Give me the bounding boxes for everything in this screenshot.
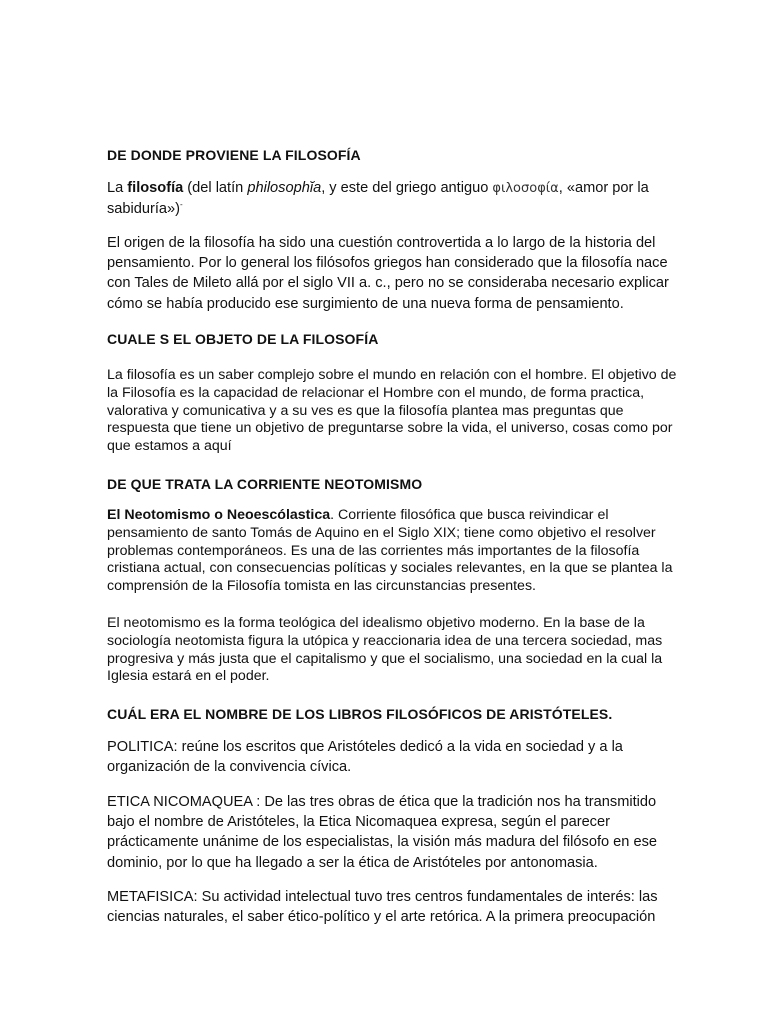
term-filosofia: filosofía (127, 180, 184, 196)
paragraph-metafisica: METAFISICA: Su actividad intelectual tuvo tres centros fundamentales de interés: las ciencias naturales, el saber ético-político y el arte retórica. A la primera preocupación (107, 889, 658, 926)
paragraph-neotomismo-2: El neotomismo es la forma teológica del idealismo objetivo moderno. En la base de la sociología neotomista figura la utópica y reaccionaria idea de una tercera sociedad, mas progresiva y más justa que el capitalismo y que el socialismo, una sociedad en la cual la Iglesia estará en el poder. (107, 615, 663, 685)
paragraph-definicion: La filosofía (del latín philosophĭa, y este del griego antiguo φιλοσοφία, «amor por la sabiduría»)- (107, 180, 649, 218)
heading-aristoteles: CUÁL ERA EL NOMBRE DE LOS LIBROS FILOSÓFICOS DE ARISTÓTELES. (107, 706, 613, 722)
heading-neotomismo: DE QUE TRATA LA CORRIENTE NEOTOMISMO (107, 476, 423, 492)
latin-term: philosophĭa (247, 180, 322, 196)
heading-objeto: CUALE S EL OBJETO DE LA FILOSOFÍA (107, 331, 379, 347)
heading-origen: DE DONDE PROVIENE LA FILOSOFÍA (107, 147, 361, 163)
term-neotomismo: El Neotomismo o Neoescólastica (107, 507, 331, 523)
paragraph-politica: POLITICA: reúne los escritos que Aristóteles dedicó a la vida en sociedad y a la organización de la convivencia cívica. (107, 739, 623, 776)
greek-term: φιλοσοφία (492, 181, 559, 196)
paragraph-etica: ETICA NICOMAQUEA : De las tres obras de ética que la tradición nos ha transmitido bajo el nombre de Aristóteles, la Etica Nicomaquea expresa, según el parecer prácticamente unánime de los especialistas, la visión más madura del filósofo en ese dominio, por lo que ha llegado a ser la ética de Aristóteles por antonomasia. (107, 794, 657, 871)
paragraph-neotomismo-1: El Neotomismo o Neoescólastica. Corriente filosófica que busca reivindicar el pensamiento de santo Tomás de Aquino en el Siglo XIX; tiene como objetivo el resolver problemas contemporáneos. Es una de las corrientes más importantes de la filosofía cristiana actual, con consecuencias políticas y sociales relevantes, en la que se plantea la comprensión de la Filosofía tomista en las circunstancias presentes. (107, 507, 673, 595)
paragraph-objeto: La filosofía es un saber complejo sobre el mundo en relación con el hombre. El objetivo de la Filosofía es la capacidad de relacionar el Hombre con el mundo, de forma practica, valorativa y comunicativa y a su ves es que la filosofía plantea mas preguntas que respuesta que tiene un objetivo de preguntarse sobre la vida, el universo, cosas como por que estamos a aquí (107, 367, 677, 455)
paragraph-origen: El origen de la filosofía ha sido una cuestión controvertida a lo largo de la historia del pensamiento. Por lo general los filósofos griegos han considerado que la filosofía nace con Tales de Mileto allá por el siglo VII a. c., pero no se consideraba necesario explicar cómo se había producido ese surgimiento de una nueva forma de pensamiento. (107, 235, 669, 312)
